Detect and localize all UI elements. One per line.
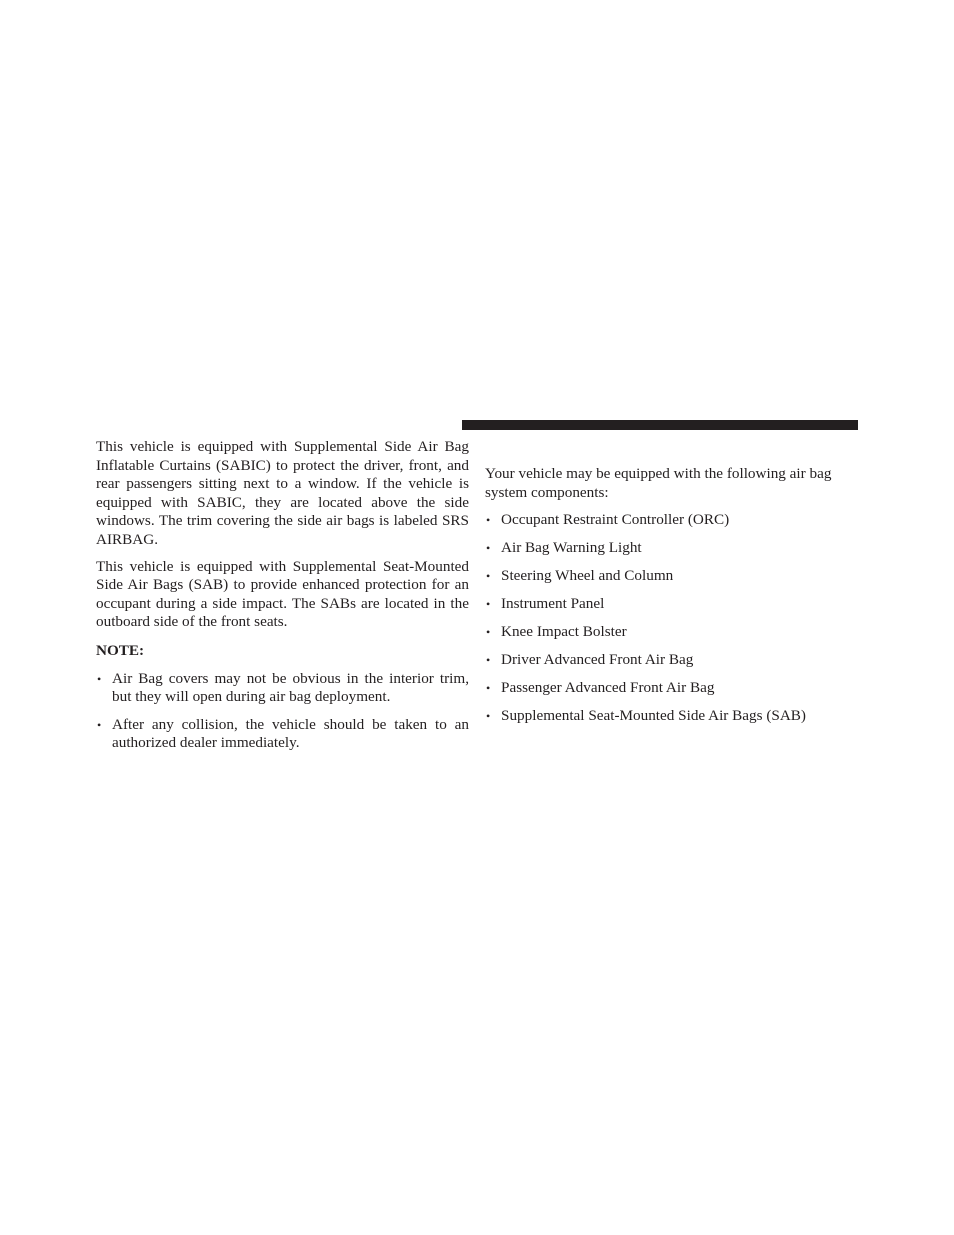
component-item	[485, 567, 859, 586]
bullet-icon: •	[97, 717, 102, 732]
bullet-icon: •	[486, 513, 491, 528]
components-list	[485, 511, 859, 725]
bullet-icon: •	[486, 625, 491, 640]
components-intro: Your vehicle may be equipped with the following air bag system components:	[485, 465, 832, 501]
component-text: Air Bag Warning Light	[501, 539, 642, 557]
note-label: NOTE:	[96, 641, 145, 659]
bullet-icon: •	[486, 597, 491, 612]
bullet-icon: •	[97, 671, 102, 686]
component-text: Passenger Advanced Front Air Bag	[501, 679, 715, 697]
bullet-icon: •	[486, 653, 491, 668]
component-text: Steering Wheel and Column	[501, 567, 674, 585]
bullet-icon: •	[486, 681, 491, 696]
bullet-icon: •	[486, 541, 491, 556]
bullet-icon: •	[486, 709, 491, 724]
component-text: Instrument Panel	[501, 595, 605, 613]
component-text: Supplemental Seat-Mounted Side Air Bags (SAB)	[501, 707, 806, 725]
component-item	[485, 595, 859, 614]
component-item	[485, 707, 859, 726]
component-item	[485, 539, 859, 558]
sabic-paragraph: This vehicle is equipped with Supplemental Side Air Bag Inflatable Curtains (SABIC) to protect the driver, front, and rear passengers sitting next to a window. If the vehicle is equipped with SABIC, they are located above the side windows. The trim covering the side air bags is labeled SRS AIRBAG.	[96, 438, 469, 548]
note-text: Air Bag covers may not be obvious in the interior trim, but they will open during air bag deployment.	[112, 669, 469, 706]
component-text: Driver Advanced Front Air Bag	[501, 651, 694, 669]
component-item	[485, 651, 859, 670]
left-column	[96, 438, 469, 762]
component-item	[485, 623, 859, 642]
section-header-rule	[462, 420, 858, 430]
note-list	[96, 670, 469, 753]
component-text: Occupant Restraint Controller (ORC)	[501, 511, 730, 529]
note-item	[96, 670, 469, 707]
bullet-icon: •	[486, 569, 491, 584]
component-text: Knee Impact Bolster	[501, 623, 627, 641]
right-column	[485, 465, 859, 735]
note-text: After any collision, the vehicle should be taken to an authorized dealer immediately.	[112, 715, 469, 752]
note-item	[96, 716, 469, 753]
component-item	[485, 679, 859, 698]
component-item	[485, 511, 859, 530]
sab-paragraph: This vehicle is equipped with Supplemental Seat-Mounted Side Air Bags (SAB) to provide enhanced protection for an occupant during a side impact. The SABs are located in the outboard side of the front seats.	[96, 557, 469, 631]
